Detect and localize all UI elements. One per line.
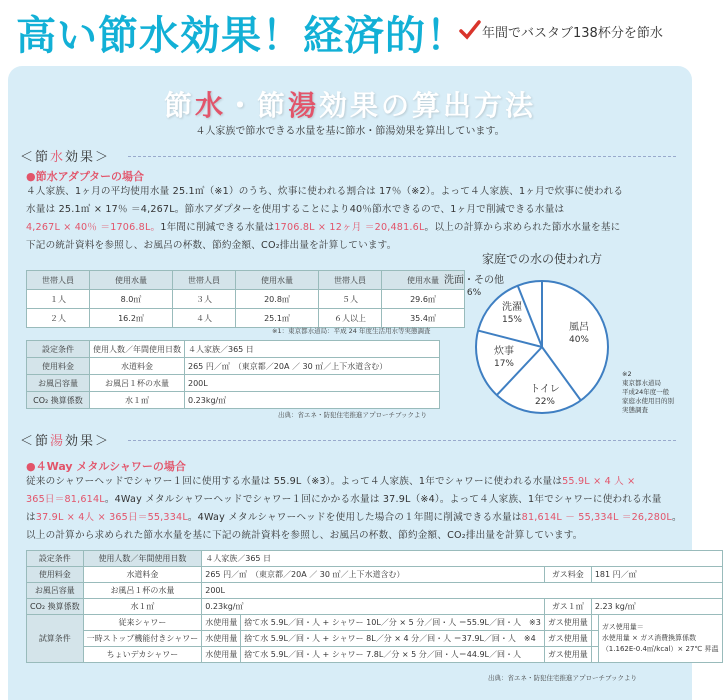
table-cell: 水使用量 (202, 631, 241, 647)
table-row (27, 290, 465, 309)
pie-slice-label: 炊事 (494, 346, 514, 357)
water-conditions-table (26, 340, 440, 409)
table-cell: 従来シャワー (83, 615, 202, 631)
table-cell: 世帯人員 (319, 271, 382, 290)
table-cell: ４人 (173, 309, 236, 328)
table-cell: 0.23kg/㎥ (202, 599, 545, 615)
table-cell: 使用水量 (382, 271, 465, 290)
usage-table (26, 270, 465, 328)
table-cell: ガス使用量 (544, 615, 591, 631)
hot-conditions-table (26, 550, 723, 663)
table-row (27, 392, 440, 409)
table-cell: 水使用量 (202, 615, 241, 631)
table-cell: 使用人数／年間使用日数 (90, 341, 185, 358)
pie-title: 家庭での水の使われ方 (482, 252, 603, 266)
table-row (27, 615, 723, 631)
table-cell: お風呂１杯の水量 (90, 375, 185, 392)
table-cell: 捨て水 5.9L／回・人 + シャワー 10L／分 × 5 分／回・人 ＝55.9L／回・人 ※3 (241, 615, 545, 631)
table-cell: ２人 (27, 309, 90, 328)
pie-slice-value: 15% (501, 315, 523, 325)
header-subtitle: 年間でバスタブ138杯分を節水 (482, 26, 663, 41)
pie-slice-label: 洗面・その他 (444, 275, 504, 286)
table-cell: 使用料金 (27, 567, 84, 583)
table-cell: 水１㎥ (83, 599, 202, 615)
table-row (27, 309, 465, 328)
water-conditions-note: 出典：省エネ・防犯住宅推進アプローチブックより (278, 411, 428, 419)
table-cell: 世帯人員 (173, 271, 236, 290)
table-cell: ガス使用量 (544, 631, 591, 647)
page-title: 節水・節湯効果の算出方法 (163, 89, 537, 122)
table-cell: 181 円／㎥ (591, 567, 722, 583)
pie-slice-label: 洗濯 (502, 302, 522, 313)
table-row (27, 375, 440, 392)
check-icon (459, 19, 481, 41)
table-cell: 設定条件 (27, 551, 84, 567)
table-cell: 35.4㎥ (382, 309, 465, 328)
pie-slice-value: 22% (534, 397, 556, 407)
table-cell: 水道料金 (90, 358, 185, 375)
table-cell: ガス料金 (544, 567, 591, 583)
table-cell: 一時ストップ機能付きシャワー (83, 631, 202, 647)
table-cell: 16.2㎥ (90, 309, 173, 328)
table-cell: 水使用量 (202, 647, 241, 663)
usage-note: ※1：東京都水道局：平成 24 年度生活用水等実態調査 (272, 327, 431, 335)
table-cell: 世帯人員 (27, 271, 90, 290)
table-row (27, 271, 465, 290)
table-cell: １人 (27, 290, 90, 309)
pie-slice-label: 風呂 (569, 322, 589, 333)
table-cell: 使用水量 (236, 271, 319, 290)
table-cell: お風呂１杯の水量 (83, 583, 202, 599)
table-cell: 試算条件 (27, 615, 84, 663)
header-title: 高い節水効果！経済的！ (16, 13, 467, 59)
hot-conditions-note: 出典：省エネ・防犯住宅推進アプローチブックより (488, 674, 638, 682)
table-cell: ガス使用量＝ 水使用量 × ガス消費換算係数 （1.162E-0.4㎥/kcal）× 27℃ 昇温 (598, 615, 722, 663)
table-cell: ガス使用量 (544, 647, 591, 663)
table-cell: 2.23 kg/㎥ (591, 599, 722, 615)
table-cell: 捨て水 5.9L／回・人 + シャワー 8L／分 × 4 分／回・人 ＝37.9L／回・人 ※4 (241, 631, 545, 647)
table-row (27, 551, 723, 567)
header (0, 0, 700, 64)
table-cell (591, 631, 598, 647)
pie-slice-value: 40% (568, 335, 590, 345)
table-cell: 265 円／㎥ （東京都／20A ／ 30 ㎥／上下水道含む） (185, 358, 440, 375)
table-cell: 29.6㎥ (382, 290, 465, 309)
table-cell: ６人以上 (319, 309, 382, 328)
table-cell: ガス１㎥ (544, 599, 591, 615)
table-cell: 25.1㎥ (236, 309, 319, 328)
table-row (27, 358, 440, 375)
table-cell: 水道料金 (83, 567, 202, 583)
table-cell: ４人家族／365 日 (202, 551, 722, 567)
table-cell: お風呂容量 (27, 583, 84, 599)
table-cell: 200L (185, 375, 440, 392)
table-cell: 設定条件 (27, 341, 90, 358)
table-cell: 水１㎥ (90, 392, 185, 409)
hot-section-heading: ＜節湯効果＞ (20, 434, 111, 449)
table-cell (591, 615, 598, 631)
table-row (27, 583, 723, 599)
table-cell: CO₂ 換算係数 (27, 599, 84, 615)
table-cell: 使用水量 (90, 271, 173, 290)
table-cell: 使用人数／年間使用日数 (83, 551, 202, 567)
pie-source-note: ※2 東京都水道局 平成24年度一般 家庭水使用目的別 実態調査 (622, 370, 674, 414)
table-cell: CO₂ 換算係数 (27, 392, 90, 409)
table-cell: 200L (202, 583, 722, 599)
table-cell: 捨て水 5.9L／回・人 + シャワー 7.8L／分 × 5 分／回・人＝44.9L／回・人 (241, 647, 545, 663)
table-cell: ちょいデカシャワー (83, 647, 202, 663)
hot-paragraph: 従来のシャワーヘッドでシャワー１回に使用する水量は 55.9L（※3）。よって４人家族、1年でシャワーに使われる水量は55.9L × 4 人 × 365日＝81,614L。4Way メタルシャワーヘッドでシャワー１回にかかる水量は 37.9L（※4）。よって４人家族、1年でシャワーに使われる水量 は37.9L × 4人 × 365日＝55,334L。4Way メタルシャワーヘッドを使用した場合の１年間に削減できる水量は81,614L － 55,334L ＝26,280L。 以上の計算から求められた節水水量を基に下記の統計資料を参照し、お風呂の杯数、節約金額、CO₂排出量を計算しています。 (26, 476, 682, 541)
intro-text: ４人家族で節水できる水量を基に節水・節湯効果を算出しています。 (195, 126, 505, 137)
table-cell: ５人 (319, 290, 382, 309)
table-cell: 265 円／㎥ （東京都／20A ／ 30 ㎥／上下水道含む） (202, 567, 545, 583)
pie-slice-value: 6% (466, 288, 482, 298)
divider (128, 440, 676, 441)
water-paragraph: ４人家族、1ヶ月の平均使用水量 25.1㎥（※1）のうち、炊事に使われる割合は 17％（※2）。よって４人家族、1ヶ月で炊事に使われる 水量は 25.1㎥ × 17％ ＝4,267L。節水アダプターを使用することにより40％節水できるので、1ヶ月で削減できる水量は 4,267L × 40％ ＝1706.8L。1年間に削減できる水量は1706.8L × 12ヶ月 ＝20,481.6L。以上の計算から求められた節水水量を基に 下記の統計資料を参照し、お風呂の杯数、節約金額、CO₂排出量を計算しています。 (26, 186, 624, 251)
pie-slice-label: トイレ (530, 384, 560, 395)
divider (128, 156, 676, 157)
table-cell: 8.0㎥ (90, 290, 173, 309)
table-cell: ３人 (173, 290, 236, 309)
table-cell (591, 647, 598, 663)
table-cell: お風呂容量 (27, 375, 90, 392)
table-cell: ４人家族／365 日 (185, 341, 440, 358)
table-cell: 0.23kg/㎥ (185, 392, 440, 409)
table-row (27, 567, 723, 583)
table-cell: 20.8㎥ (236, 290, 319, 309)
pie-slice-value: 17% (493, 359, 515, 369)
table-row (27, 599, 723, 615)
table-cell: 使用料金 (27, 358, 90, 375)
water-section-heading: ＜節水効果＞ (20, 150, 111, 165)
hot-case-heading: ●４Way メタルシャワーの場合 (26, 460, 186, 473)
water-case-heading: ●節水アダプターの場合 (26, 170, 145, 183)
table-row (27, 341, 440, 358)
